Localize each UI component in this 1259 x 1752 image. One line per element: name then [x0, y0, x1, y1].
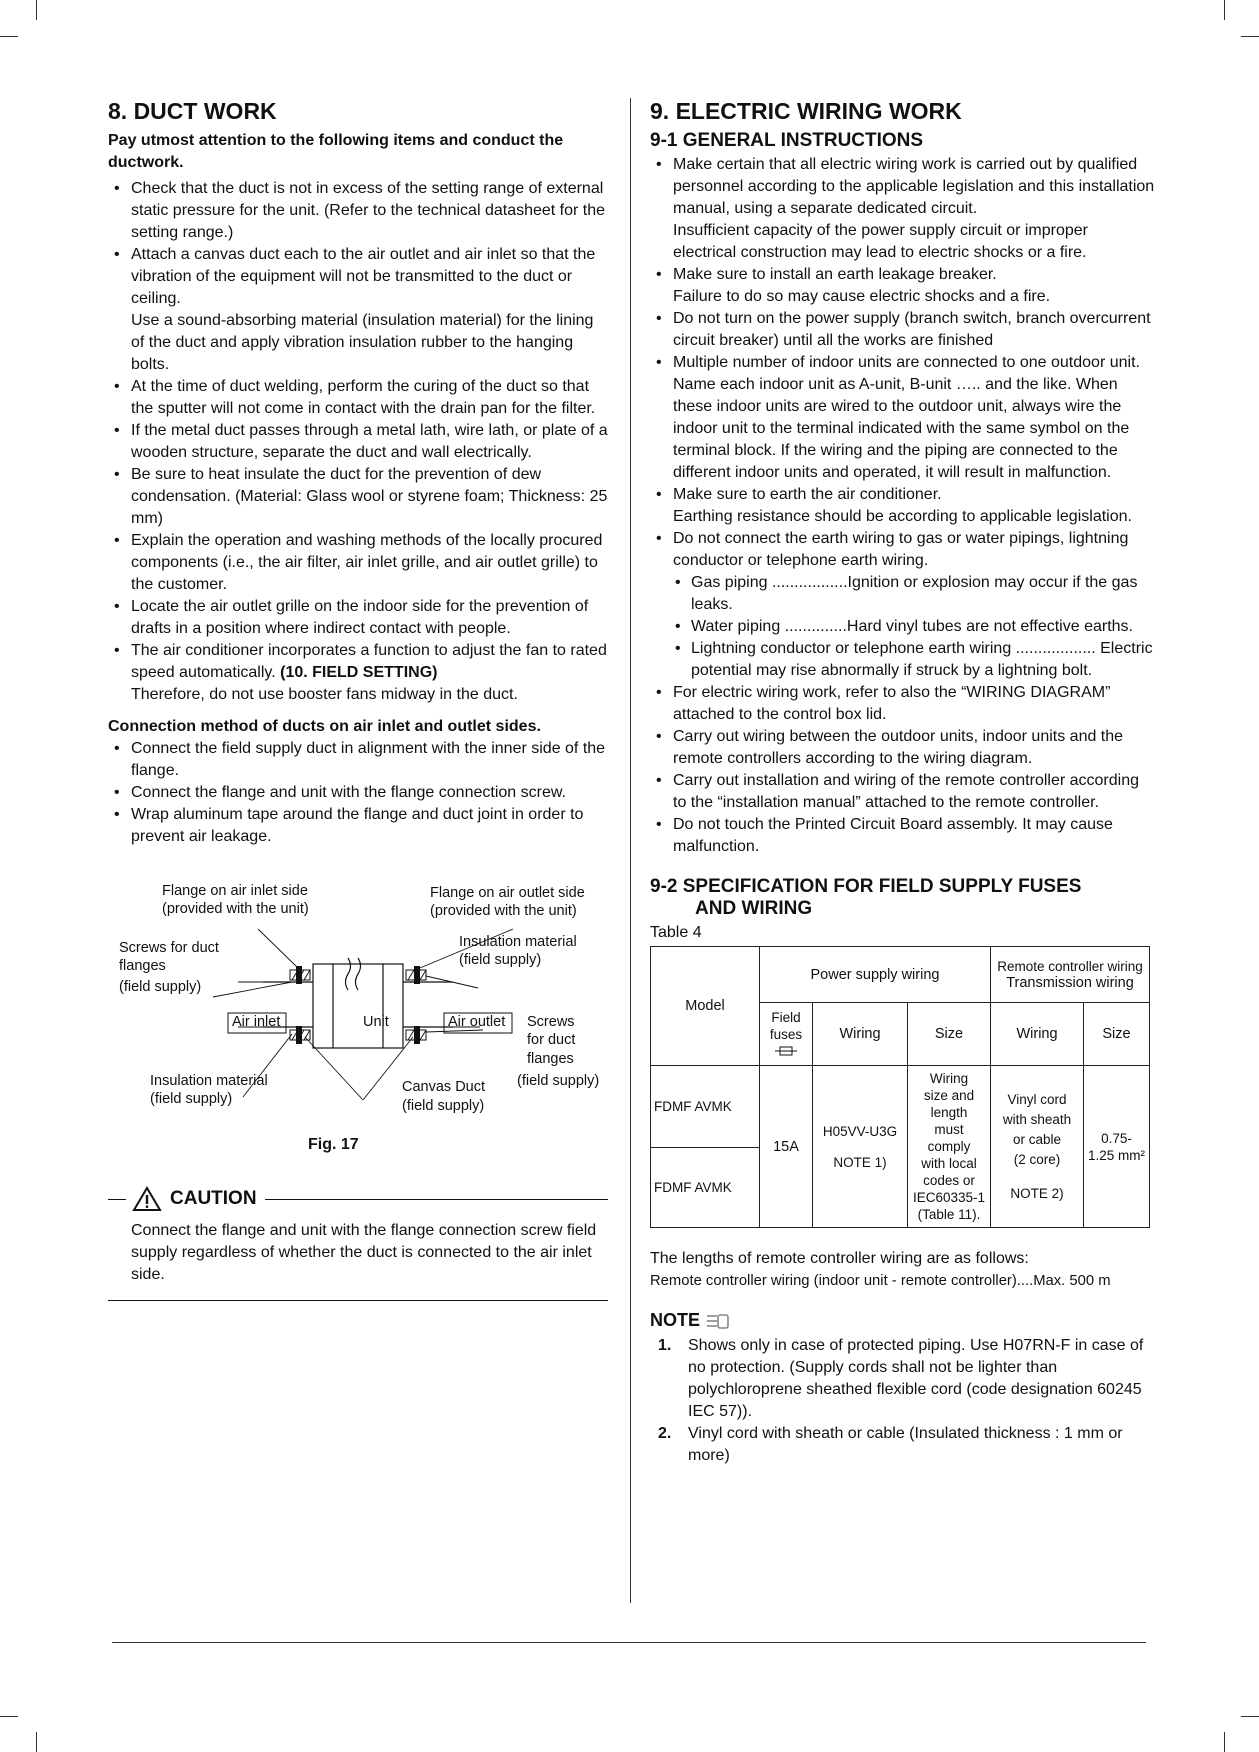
screws-right-label: (field supply): [517, 1073, 600, 1089]
list-item: • Connect the flange and unit with the flange connection screw.: [108, 782, 608, 804]
list-item: • For electric wiring work, refer to also the “WIRING DIAGRAM” attached to the control box lid.: [650, 682, 1155, 726]
crop-mark: [36, 1732, 37, 1752]
flange-inlet-label: Flange on air inlet side: [162, 883, 308, 899]
list-item-text: • Attach a canvas duct each to the air outlet and air inlet so that the vibration of the equipment will not be transmitted to the duct or ceiling.: [131, 246, 596, 307]
duct-work-list: [108, 178, 608, 706]
remote-header: [991, 947, 1150, 1003]
list-item: • Do not touch the Printed Circuit Board assembly. It may cause malfunction.: [650, 814, 1155, 858]
size-header: Size: [908, 1003, 991, 1066]
list-item-text: Failure to do so may cause electric shocks and a fire.: [673, 288, 1051, 305]
vinyl-line: or cable: [1012, 1131, 1062, 1147]
vinyl-line: (2 core): [1013, 1151, 1061, 1167]
screws-left-label: flanges: [119, 958, 166, 974]
screws-right-label: Screws: [527, 1014, 575, 1030]
vinyl-cell: [991, 1066, 1084, 1228]
model-header: Model: [651, 947, 760, 1066]
general-instructions-title: 9-1 GENERAL INSTRUCTIONS: [650, 130, 924, 151]
crop-mark: [1224, 0, 1225, 20]
air-inlet-label: Air inlet: [232, 1014, 281, 1030]
screws-right-label: flanges: [527, 1051, 574, 1067]
field-setting-ref: (10. FIELD SETTING): [280, 664, 438, 681]
unit-label: Unit: [363, 1014, 389, 1030]
screws-left-label: Screws for duct: [119, 940, 219, 956]
note-ref: NOTE 2): [1010, 1185, 1064, 1201]
flange-outlet-note: (provided with the unit): [430, 903, 577, 919]
note-header: [650, 1310, 1155, 1331]
note-text: Vinyl cord with sheath or cable (Insulated thickness : 1 mm or more): [688, 1425, 1123, 1464]
list-item: [650, 484, 1155, 528]
list-item-text: Use a sound-absorbing material (insulation material) for the lining of the duct and apply vibration insulation rubber to the hanging bolts.: [131, 312, 594, 373]
model-cell: FDMF AVMK: [651, 1066, 760, 1148]
list-item: • Explain the operation and washing methods of the locally procured components (i.e., the air filter, air inlet grille, and air outlet grille) to the customer.: [108, 530, 608, 596]
column-divider: [630, 98, 631, 1603]
note-number: 1.: [658, 1337, 672, 1354]
lengths-intro: The lengths of remote controller wiring are as follows:: [650, 1250, 1029, 1267]
sub-list-item: • Water piping ..............Hard vinyl tubes are not effective earths.: [673, 616, 1155, 638]
list-item: • Multiple number of indoor units are connected to one outdoor unit. Name each indoor unit as A-unit, B-unit ….. and the like. When these indoor units are wired to the outdoor unit, always wire the indoor unit to the terminal indicated with the same symbol on the terminal block. If the wiring and the piping are connected to the different indoor units and operated, it will result in malfunction.: [650, 352, 1155, 484]
field-fuses-line: fuses: [769, 1026, 803, 1042]
list-item-text: • Do not connect the earth wiring to gas or water pipings, lightning conductor or telephone earth wiring.: [673, 530, 1129, 569]
connection-method-list: [108, 738, 608, 848]
size-cell: [908, 1066, 991, 1228]
footer-rule: [112, 1642, 1146, 1643]
section-9-title: 9. ELECTRIC WIRING WORK: [650, 98, 962, 124]
size-line: with local: [921, 1156, 977, 1171]
screws-right-label: for duct: [527, 1032, 576, 1048]
size-line: codes or: [923, 1173, 975, 1188]
crop-mark: [36, 0, 37, 20]
wiring-header: Wiring: [813, 1003, 908, 1066]
insulation-left-label: (field supply): [150, 1091, 233, 1107]
section-8-title: 8. DUCT WORK: [108, 98, 277, 124]
electric-wiring-section: [650, 98, 1155, 1467]
section-8-lead: Pay utmost attention to the following items and conduct the ductwork.: [108, 132, 564, 171]
sub-list-item: • Lightning conductor or telephone earth wiring .................. Electric potential may rise abnormally if struck by a lightning bolt.: [673, 638, 1155, 682]
note-text: Shows only in case of protected piping. Use H07RN-F in case of no protection. (Supply cords shall not be lighter than polychloroprene sheathed flexible cord (code designation 60245 IEC 57)).: [688, 1337, 1144, 1420]
vinyl-line: Vinyl cord: [1007, 1091, 1067, 1107]
list-item: [650, 154, 1155, 264]
duct-work-section: [108, 98, 608, 1301]
figure-caption: Fig. 17: [308, 1136, 359, 1153]
flange-outlet-label: Flange on air outlet side: [430, 885, 585, 901]
caution-text: Connect the flange and unit with the flange connection screw field supply regardless of whether the duct is connected to the air inlet side.: [131, 1222, 597, 1283]
list-item: • Wrap aluminum tape around the flange and duct joint in order to prevent air leakage.: [108, 804, 608, 848]
mm-line: 1.25 mm²: [1087, 1147, 1145, 1163]
notes-list: [650, 1335, 1155, 1467]
list-item-text: • Make certain that all electric wiring work is carried out by qualified personnel according to the applicable legislation and this installation manual, using a separate dedicated circuit.: [673, 156, 1155, 217]
size-line: size and: [923, 1088, 975, 1103]
canvas-duct-label: Canvas Duct: [402, 1079, 486, 1095]
size-line: length: [930, 1105, 968, 1120]
power-supply-header: Power supply wiring: [760, 947, 991, 1003]
size-line: (Table 11).: [917, 1207, 981, 1222]
remote-header-line: Transmission wiring: [1006, 974, 1134, 991]
vinyl-line: with sheath: [1002, 1111, 1072, 1127]
caution-header: [108, 1186, 608, 1212]
list-item-text: • Make sure to install an earth leakage breaker.: [673, 266, 997, 283]
fuse-cell: 15A: [760, 1066, 813, 1228]
list-item: • Do not turn on the power supply (branch switch, branch overcurrent circuit breaker) until all the works are finished: [650, 308, 1155, 352]
list-item: • Check that the duct is not in excess of the setting range of external static pressure for the unit. (Refer to the technical datasheet for the setting range.): [108, 178, 608, 244]
flange-inlet-note: (provided with the unit): [162, 901, 309, 917]
list-item: [108, 244, 608, 376]
fuses-wiring-title: 9-2 SPECIFICATION FOR FIELD SUPPLY FUSES: [650, 876, 1082, 897]
note-item: [650, 1423, 1155, 1467]
mm-line: 0.75-: [1101, 1130, 1132, 1146]
insulation-right-label: (field supply): [459, 952, 542, 968]
fuse-icon: [775, 1046, 797, 1056]
crop-mark: [1224, 1732, 1225, 1752]
note-item: [650, 1335, 1155, 1423]
list-item: • Carry out installation and wiring of the remote controller according to the “installation manual” attached to the remote controller.: [650, 770, 1155, 814]
lengths-detail: Remote controller wiring (indoor unit - remote controller)....Max. 500 m: [650, 1273, 1111, 1289]
wire-type: H05VV-U3G: [822, 1123, 898, 1139]
list-item-text: Therefore, do not use booster fans midway in the duct.: [131, 686, 518, 703]
fuses-wiring-title: AND WIRING: [695, 898, 813, 919]
air-outlet-label: Air outlet: [448, 1014, 506, 1030]
list-item: [650, 264, 1155, 308]
insulation-right-label: Insulation material: [459, 934, 577, 950]
size-line: must: [934, 1122, 964, 1137]
list-item: • Connect the field supply duct in alignment with the inner side of the flange.: [108, 738, 608, 782]
note-pointer-icon: [706, 1312, 732, 1330]
canvas-duct-label: (field supply): [402, 1098, 485, 1114]
table-caption: Table 4: [650, 924, 702, 941]
note-title: NOTE: [650, 1310, 701, 1330]
warning-triangle-icon: [132, 1186, 162, 1212]
wire-type-cell: [813, 1066, 908, 1228]
list-item-text: Insufficient capacity of the power supply circuit or improper electrical construction may lead to electric shocks or a fire.: [673, 222, 1089, 261]
sub-list-item: • Gas piping .................Ignition or explosion may occur if the gas leaks.: [673, 572, 1155, 616]
list-item: • At the time of duct welding, perform the curing of the duct so that the sputter will not come in contact with the drain pan for the filter.: [108, 376, 608, 420]
crop-mark: [0, 36, 18, 37]
size-line: IEC60335-1: [912, 1190, 986, 1205]
wiring-header: Wiring: [991, 1003, 1084, 1066]
crop-mark: [0, 1716, 18, 1717]
list-item: • Carry out wiring between the outdoor units, indoor units and the remote controllers according to the wiring diagram.: [650, 726, 1155, 770]
note-ref: NOTE 1): [833, 1154, 887, 1170]
size-header: Size: [1084, 1003, 1150, 1066]
earth-wiring-sublist: [673, 572, 1155, 682]
crop-mark: [1241, 1716, 1259, 1717]
list-item: • Locate the air outlet grille on the indoor side for the prevention of drafts in a position where indirect contact with people.: [108, 596, 608, 640]
list-item: • Be sure to heat insulate the duct for the prevention of dew condensation. (Material: Glass wool or styrene foam; Thickness: 25 mm): [108, 464, 608, 530]
list-item: [108, 640, 608, 706]
remote-header-line: Remote controller wiring: [997, 958, 1143, 974]
caution-title: CAUTION: [170, 1188, 257, 1209]
model-cell: FDMF AVMK: [651, 1148, 760, 1228]
list-item-text: • Make sure to earth the air conditioner.: [673, 486, 942, 503]
general-instructions-list: [650, 154, 1155, 858]
caution-divider: [108, 1300, 608, 1301]
list-item-text: The air conditioner incorporates a function to adjust the fan to rated speed automatically.: [131, 642, 607, 681]
crop-mark: [1241, 36, 1259, 37]
wiring-spec-table: [650, 946, 1150, 1228]
list-item: [650, 528, 1155, 682]
field-fuses-header: [760, 1003, 813, 1066]
screws-left-label: (field supply): [119, 979, 202, 995]
size-line: Wiring: [929, 1071, 969, 1086]
list-item-text: Earthing resistance should be according to applicable legislation.: [673, 508, 1132, 525]
connection-method-title: Connection method of ducts on air inlet and outlet sides.: [108, 718, 541, 735]
list-item: • If the metal duct passes through a metal lath, wire lath, or plate of a wooden structure, separate the duct and wall electrically.: [108, 420, 608, 464]
size-line: comply: [927, 1139, 971, 1154]
note-number: 2.: [658, 1425, 672, 1442]
field-fuses-line: Field: [771, 1009, 801, 1025]
mm-cell: [1084, 1066, 1150, 1228]
duct-connection-figure: [108, 882, 608, 1162]
insulation-left-label: Insulation material: [150, 1073, 268, 1089]
